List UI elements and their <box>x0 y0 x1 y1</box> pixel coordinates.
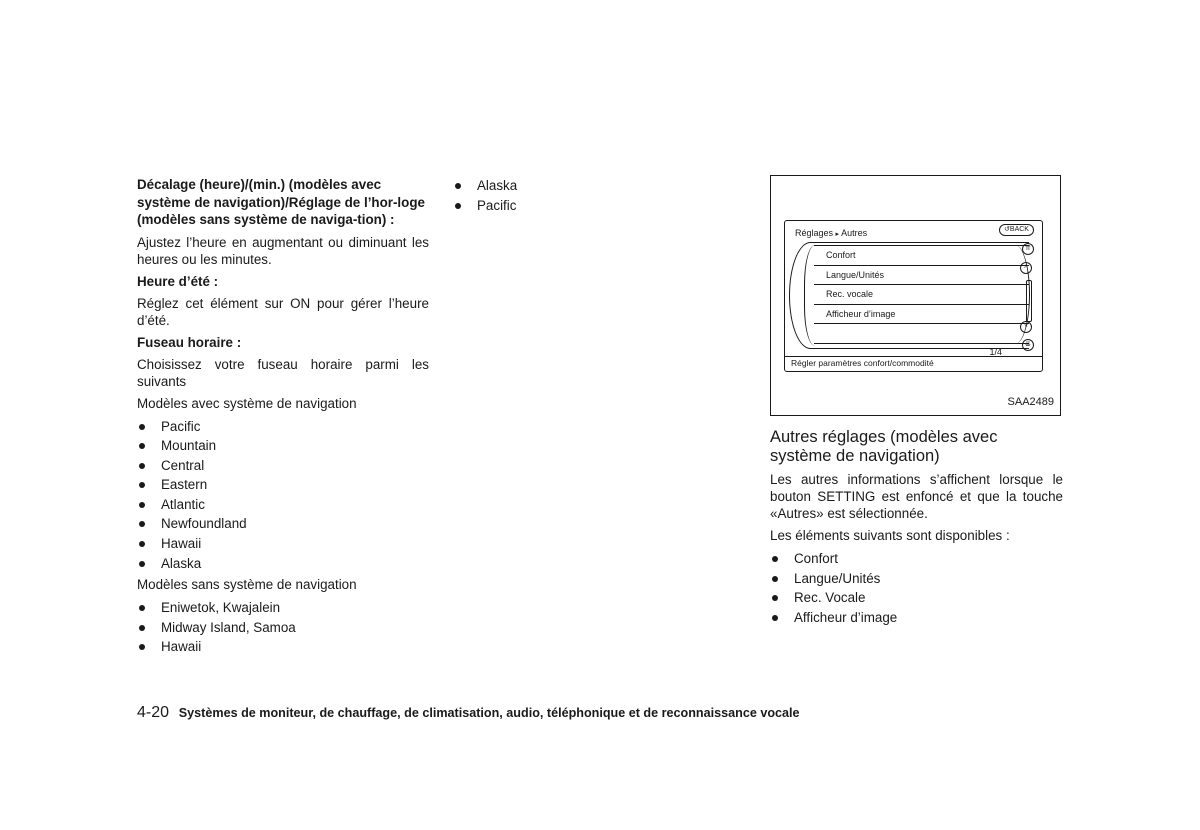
settings-screen-figure <box>770 175 1061 416</box>
bullet-icon <box>455 203 461 209</box>
bullet-icon <box>455 183 461 189</box>
list-item: Mountain <box>137 436 429 456</box>
bullet-icon <box>139 561 145 567</box>
list-item: Alaska <box>454 176 654 196</box>
clock-adjust-heading: Décalage (heure)/(min.) (modèles avec système de navigation)/Réglage de l’hor-loge (modèles sans système de naviga-tion) : <box>137 177 425 227</box>
continued-timezone-list <box>454 176 654 215</box>
back-button: ↺BACK <box>999 224 1034 236</box>
clock-adjust-text: Ajustez l’heure en augmentant ou diminuant les heures ou les minutes. <box>137 234 429 267</box>
scroll-up-icon: ˄ <box>1020 262 1032 274</box>
screen-title: Réglages ▸ Autres <box>795 228 868 238</box>
figure-code: SAA2489 <box>1007 396 1054 408</box>
list-item: Eastern <box>137 475 429 495</box>
menu-item-confort: Confort <box>814 245 1029 265</box>
list-item: Atlantic <box>137 495 429 515</box>
other-settings-text: Les autres informations s’affichent lorsque le bouton SETTING est enfoncé et que la touche «Autres» est sélectionnée. <box>770 472 1063 521</box>
timezone-heading: Fuseau horaire : <box>137 334 242 350</box>
list-item: Central <box>137 456 429 476</box>
bullet-icon <box>139 541 145 547</box>
list-item: Pacific <box>454 196 654 216</box>
bullet-icon <box>139 644 145 650</box>
bullet-icon <box>139 463 145 469</box>
other-settings-heading: Autres réglages (modèles avec système de navigation) <box>770 428 998 465</box>
middle-column <box>454 176 654 218</box>
bullet-icon <box>139 521 145 527</box>
list-item: Afficheur d’image <box>770 608 1063 628</box>
scrollbar-icon <box>1026 280 1032 322</box>
bullet-icon <box>139 424 145 430</box>
list-item: Alaska <box>137 554 429 574</box>
menu-frame <box>789 242 1029 349</box>
nonav-models-label: Modèles sans système de navigation <box>137 577 357 593</box>
bullet-icon <box>139 482 145 488</box>
menu-item-rec-vocale: Rec. vocale <box>814 284 1029 304</box>
right-column <box>770 175 1063 630</box>
bullet-icon <box>772 576 778 582</box>
list-item: Hawaii <box>137 637 429 657</box>
timezone-text: Choisissez votre fuseau horaire parmi les suivants <box>137 356 429 389</box>
bullet-icon <box>772 595 778 601</box>
page-number: 4-20 <box>137 704 170 721</box>
scroll-down-icon: ˅ <box>1020 321 1032 333</box>
bullet-icon <box>772 615 778 621</box>
page-down-icon: ⇊ <box>1022 339 1034 351</box>
list-item: Langue/Unités <box>770 569 1063 589</box>
chapter-title: Systèmes de moniteur, de chauffage, de climatisation, audio, téléphonique et de reconnaissance vocale <box>178 706 800 720</box>
bullet-icon <box>772 556 778 562</box>
breadcrumb-arrow-icon: ▸ <box>835 231 840 238</box>
list-item: Midway Island, Samoa <box>137 618 429 638</box>
bullet-icon <box>139 605 145 611</box>
display-screen <box>784 220 1043 372</box>
menu-item-afficheur: Afficheur d’image <box>814 304 1029 324</box>
status-bar: Régler paramètres confort/commodité <box>785 356 1042 371</box>
list-item: Hawaii <box>137 534 429 554</box>
page-footer <box>137 704 800 722</box>
other-settings-list <box>770 549 1063 627</box>
list-item: Confort <box>770 549 1063 569</box>
nav-models-label: Modèles avec système de navigation <box>137 395 357 411</box>
available-items-label: Les éléments suivants sont disponibles : <box>770 528 1010 543</box>
page-up-icon: ⇈ <box>1022 243 1034 255</box>
back-arrow-icon: ↺ <box>1004 226 1010 233</box>
bullet-icon <box>139 625 145 631</box>
list-item: Pacific <box>137 417 429 437</box>
bullet-icon <box>139 443 145 449</box>
menu-item-empty <box>814 323 1029 344</box>
dst-text: Réglez cet élément sur ON pour gérer l’heure d’été. <box>137 295 429 328</box>
nonav-timezone-list <box>137 598 429 657</box>
dst-heading: Heure d’été : <box>137 273 219 289</box>
nav-timezone-list <box>137 417 429 574</box>
page-indicator: 1/4 <box>989 347 1002 357</box>
list-item: Rec. Vocale <box>770 588 1063 608</box>
list-item: Newfoundland <box>137 514 429 534</box>
left-column <box>137 176 429 660</box>
menu-item-langue: Langue/Unités <box>814 265 1029 285</box>
menu-list <box>814 245 1030 344</box>
list-item: Eniwetok, Kwajalein <box>137 598 429 618</box>
bullet-icon <box>139 502 145 508</box>
